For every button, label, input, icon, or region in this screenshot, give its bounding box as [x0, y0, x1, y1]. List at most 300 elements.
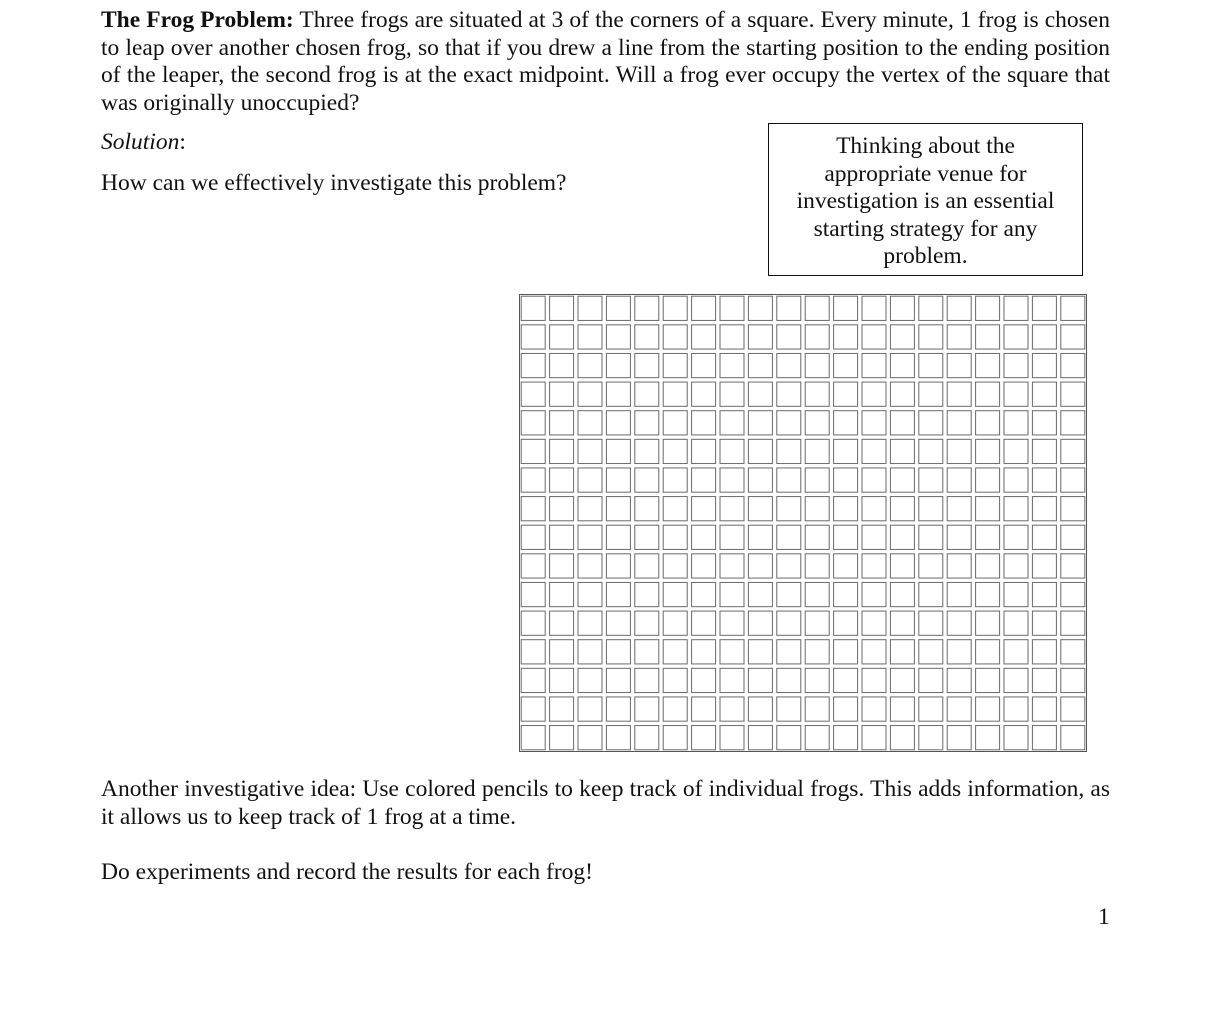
- grid-cell: [521, 497, 545, 521]
- grid-cell: [1004, 554, 1028, 578]
- grid-cell: [635, 525, 659, 549]
- grid-cell: [635, 296, 659, 320]
- grid-cell: [663, 554, 687, 578]
- grid-cell: [1061, 582, 1085, 606]
- grid-cell: [1061, 325, 1085, 349]
- grid-cell: [919, 525, 943, 549]
- grid-cell: [692, 497, 716, 521]
- grid-cell: [635, 353, 659, 377]
- grid-cell: [748, 325, 772, 349]
- grid-cell: [606, 640, 630, 664]
- grid-cell: [578, 296, 602, 320]
- grid-cell: [947, 726, 971, 750]
- grid-cell: [550, 497, 574, 521]
- grid-cell: [777, 439, 801, 463]
- grid-cell: [1032, 382, 1056, 406]
- grid-cell: [862, 668, 886, 692]
- grid-cell: [635, 726, 659, 750]
- tip-text: Thinking about the appropriate venue for investigation is an essential starting strategy for any problem.: [796, 133, 1055, 270]
- grid-cell: [976, 497, 1000, 521]
- grid-cell: [777, 726, 801, 750]
- grid-cell: [834, 497, 858, 521]
- grid-cell: [663, 525, 687, 549]
- grid-cell: [976, 468, 1000, 492]
- page-number: 1: [1098, 904, 1110, 930]
- grid-cell: [606, 382, 630, 406]
- grid-cell: [521, 353, 545, 377]
- grid-cell: [947, 668, 971, 692]
- grid-cell: [606, 697, 630, 721]
- grid-cell: [578, 439, 602, 463]
- grid-cell: [606, 726, 630, 750]
- grid-cell: [635, 411, 659, 435]
- grid-cell: [606, 439, 630, 463]
- grid-cell: [1032, 353, 1056, 377]
- grid-cell: [720, 697, 744, 721]
- grid-cell: [1004, 353, 1028, 377]
- grid-cell: [692, 382, 716, 406]
- grid-cell: [1061, 611, 1085, 635]
- grid-cell: [692, 668, 716, 692]
- grid-cell: [1061, 525, 1085, 549]
- grid-cell: [720, 726, 744, 750]
- grid-cell: [834, 382, 858, 406]
- grid-cell: [947, 353, 971, 377]
- grid-cell: [663, 325, 687, 349]
- grid-cell: [692, 353, 716, 377]
- grid-cell: [919, 582, 943, 606]
- grid-cell: [748, 726, 772, 750]
- grid-cell: [805, 439, 829, 463]
- grid-cell: [1004, 468, 1028, 492]
- grid-cell: [862, 554, 886, 578]
- grid-cell: [663, 296, 687, 320]
- grid-cell: [919, 554, 943, 578]
- grid-cell: [1004, 296, 1028, 320]
- problem-text: Three frogs are situated at 3 of the corners of a square. Every minute, 1 frog is chosen to leap over another chosen frog, so that if you drew a line from the starting position to the ending position of the leaper, the second frog is at the exact midpoint. Will a frog ever occupy the vertex of the square that was originally unoccupied?: [101, 7, 1110, 116]
- grid-cell: [692, 468, 716, 492]
- grid-cell: [976, 640, 1000, 664]
- grid-cell: [862, 497, 886, 521]
- grid-cell: [777, 582, 801, 606]
- grid-cell: [692, 411, 716, 435]
- grid-cell: [578, 382, 602, 406]
- grid-cell: [1004, 726, 1028, 750]
- grid-cell: [947, 640, 971, 664]
- grid-cell: [890, 640, 914, 664]
- grid-cell: [663, 697, 687, 721]
- grid-cell: [521, 525, 545, 549]
- grid-cell: [1032, 525, 1056, 549]
- grid-cell: [521, 382, 545, 406]
- grid-cell: [720, 411, 744, 435]
- grid-cell: [635, 325, 659, 349]
- grid-cell: [834, 611, 858, 635]
- grid-cell: [720, 497, 744, 521]
- grid-cell: [550, 382, 574, 406]
- grid-cell: [862, 382, 886, 406]
- grid-cell: [805, 382, 829, 406]
- grid-cell: [1004, 611, 1028, 635]
- grid-cell: [720, 353, 744, 377]
- grid-cell: [606, 582, 630, 606]
- grid-cell: [919, 468, 943, 492]
- grid-cell: [947, 525, 971, 549]
- grid-cell: [663, 411, 687, 435]
- grid-cell: [663, 497, 687, 521]
- grid-cell: [1061, 668, 1085, 692]
- grid-cell: [521, 439, 545, 463]
- grid-cell: [578, 697, 602, 721]
- grid-cell: [720, 668, 744, 692]
- grid-cell: [578, 582, 602, 606]
- grid-cell: [862, 525, 886, 549]
- grid-cell: [834, 554, 858, 578]
- grid-cell: [1004, 697, 1028, 721]
- grid-cell: [521, 726, 545, 750]
- grid-cell: [947, 697, 971, 721]
- grid-cell: [777, 411, 801, 435]
- grid-cell: [521, 411, 545, 435]
- grid-cell: [550, 582, 574, 606]
- grid-cell: [862, 582, 886, 606]
- grid-cell: [777, 296, 801, 320]
- grid-cell: [890, 668, 914, 692]
- grid-cell: [1032, 325, 1056, 349]
- grid-cell: [805, 611, 829, 635]
- grid-cell: [834, 726, 858, 750]
- grid-cell: [862, 611, 886, 635]
- tip-box: [768, 123, 1083, 276]
- grid-cell: [578, 525, 602, 549]
- grid-cell: [550, 668, 574, 692]
- grid-cell: [1004, 411, 1028, 435]
- grid-cell: [606, 325, 630, 349]
- grid-cell: [692, 582, 716, 606]
- grid-cell: [550, 640, 574, 664]
- grid-cell: [550, 525, 574, 549]
- grid-cell: [805, 468, 829, 492]
- grid-cell: [748, 296, 772, 320]
- grid-cell: [720, 525, 744, 549]
- grid-cell: [862, 640, 886, 664]
- grid-cell: [862, 697, 886, 721]
- grid-cell: [663, 353, 687, 377]
- grid-cell: [947, 611, 971, 635]
- grid-cell: [692, 439, 716, 463]
- grid-cell: [862, 439, 886, 463]
- grid-cell: [550, 554, 574, 578]
- grid-cell: [777, 325, 801, 349]
- grid-cell: [834, 439, 858, 463]
- grid-cell: [805, 554, 829, 578]
- grid-cell: [890, 411, 914, 435]
- grid-cell: [550, 726, 574, 750]
- grid-cell: [834, 325, 858, 349]
- do-experiments-text: Do experiments and record the results for each frog!: [101, 859, 593, 885]
- grid-cell: [720, 554, 744, 578]
- grid-cell: [862, 726, 886, 750]
- problem-statement: [101, 7, 1110, 117]
- grid-cell: [606, 296, 630, 320]
- grid-cell: [578, 468, 602, 492]
- grid-cell: [976, 382, 1000, 406]
- grid-cell: [777, 382, 801, 406]
- grid-cell: [805, 582, 829, 606]
- grid-cell: [748, 640, 772, 664]
- grid-cell: [947, 296, 971, 320]
- grid-cell: [635, 668, 659, 692]
- grid-cell: [890, 726, 914, 750]
- grid-cell: [550, 697, 574, 721]
- grid-cell: [1004, 325, 1028, 349]
- grid-cell: [521, 640, 545, 664]
- grid-cell: [578, 554, 602, 578]
- solution-label-text: Solution: [101, 129, 180, 155]
- grid-cell: [1061, 382, 1085, 406]
- grid-cell: [578, 325, 602, 349]
- grid-cell: [692, 611, 716, 635]
- grid-cell: [606, 468, 630, 492]
- grid-cell: [748, 554, 772, 578]
- investigate-question: How can we effectively investigate this problem?: [101, 170, 567, 196]
- grid-cell: [692, 525, 716, 549]
- grid-cell: [748, 697, 772, 721]
- grid-cell: [919, 325, 943, 349]
- another-idea-paragraph: Another investigative idea: Use colored pencils to keep track of individual frogs. This adds information, as it allows us to keep track of 1 frog at a time.: [101, 776, 1110, 830]
- grid-cell: [805, 411, 829, 435]
- grid-cell: [919, 697, 943, 721]
- grid-cell: [919, 640, 943, 664]
- grid-cell: [890, 497, 914, 521]
- grid-cell: [663, 640, 687, 664]
- grid-cell: [1032, 697, 1056, 721]
- grid-cell: [692, 554, 716, 578]
- grid-cell: [1032, 497, 1056, 521]
- grid-cell: [862, 296, 886, 320]
- grid-cell: [635, 468, 659, 492]
- grid-cell: [919, 439, 943, 463]
- grid-cell: [947, 497, 971, 521]
- grid-cell: [521, 611, 545, 635]
- grid-cell: [890, 353, 914, 377]
- grid-cell: [521, 554, 545, 578]
- grid-cell: [862, 411, 886, 435]
- grid-cell: [748, 525, 772, 549]
- grid-cell: [720, 382, 744, 406]
- grid-cell: [663, 439, 687, 463]
- grid-cell: [777, 525, 801, 549]
- grid-cell: [578, 726, 602, 750]
- grid-cell: [976, 554, 1000, 578]
- grid-cell: [777, 640, 801, 664]
- grid-cell: [947, 468, 971, 492]
- grid-cell: [834, 525, 858, 549]
- grid-cell: [890, 611, 914, 635]
- grid-cell: [862, 353, 886, 377]
- grid-cell: [1004, 439, 1028, 463]
- grid-cell: [1032, 640, 1056, 664]
- grid-cell: [748, 611, 772, 635]
- grid-cell: [1061, 497, 1085, 521]
- grid-cell: [834, 353, 858, 377]
- grid-cell: [521, 325, 545, 349]
- grid-cell: [550, 353, 574, 377]
- grid-cell: [805, 640, 829, 664]
- grid-cell: [890, 325, 914, 349]
- grid-cell: [1032, 296, 1056, 320]
- grid-cell: [805, 497, 829, 521]
- grid-cell: [890, 697, 914, 721]
- grid-cell: [834, 697, 858, 721]
- grid-cell: [635, 640, 659, 664]
- grid-cell: [692, 640, 716, 664]
- grid-cell: [635, 439, 659, 463]
- grid-cell: [1061, 554, 1085, 578]
- grid-cell: [1061, 411, 1085, 435]
- grid-cell: [606, 525, 630, 549]
- grid-cell: [890, 468, 914, 492]
- grid-cell: [1061, 726, 1085, 750]
- grid-cell: [748, 353, 772, 377]
- grid-cell: [919, 296, 943, 320]
- grid-cell: [1061, 353, 1085, 377]
- grid-cell: [1061, 468, 1085, 492]
- grid-cell: [720, 582, 744, 606]
- grid-cell: [947, 582, 971, 606]
- grid-cell: [748, 439, 772, 463]
- grid-cell: [1004, 497, 1028, 521]
- grid-cell: [720, 439, 744, 463]
- grid-cell: [663, 668, 687, 692]
- grid-cell: [805, 525, 829, 549]
- grid-cell: [1032, 726, 1056, 750]
- grid-cell: [521, 582, 545, 606]
- grid-cell: [976, 726, 1000, 750]
- grid-cell: [976, 353, 1000, 377]
- grid-cell: [890, 525, 914, 549]
- grid-cell: [862, 468, 886, 492]
- grid-cell: [578, 640, 602, 664]
- grid-cell: [606, 554, 630, 578]
- grid-cell: [663, 582, 687, 606]
- grid-cell: [578, 668, 602, 692]
- grid-cell: [748, 411, 772, 435]
- grid-cell: [947, 554, 971, 578]
- grid-cell: [635, 582, 659, 606]
- grid-cell: [777, 497, 801, 521]
- grid-cell: [550, 611, 574, 635]
- grid-cell: [550, 468, 574, 492]
- grid-cell: [777, 668, 801, 692]
- grid-cell: [521, 668, 545, 692]
- grid-cell: [976, 411, 1000, 435]
- grid-cell: [1032, 468, 1056, 492]
- grid-cell: [606, 411, 630, 435]
- grid-cell: [635, 697, 659, 721]
- grid-cell: [777, 611, 801, 635]
- grid-cell: [748, 468, 772, 492]
- grid-cell: [720, 296, 744, 320]
- grid-cell: [1061, 640, 1085, 664]
- grid-cell: [692, 697, 716, 721]
- grid-cell: [777, 697, 801, 721]
- grid-cell: [578, 497, 602, 521]
- grid-cell: [1032, 439, 1056, 463]
- grid-cell: [890, 582, 914, 606]
- grid-cell: [919, 411, 943, 435]
- grid-cell: [1004, 582, 1028, 606]
- grid-cell: [1032, 582, 1056, 606]
- grid-cell: [976, 525, 1000, 549]
- grid-cell: [890, 296, 914, 320]
- grid-cell: [805, 726, 829, 750]
- grid-cell: [1004, 382, 1028, 406]
- grid-cell: [919, 726, 943, 750]
- grid-cell: [635, 497, 659, 521]
- grid-cell: [550, 439, 574, 463]
- grid-cell: [720, 611, 744, 635]
- grid-cell: [976, 611, 1000, 635]
- grid-cell: [1004, 640, 1028, 664]
- grid-cell: [1061, 439, 1085, 463]
- grid-cell: [521, 296, 545, 320]
- graph-paper-grid: [519, 294, 1087, 752]
- grid-cell: [890, 554, 914, 578]
- grid-cell: [635, 382, 659, 406]
- grid-cell: [805, 325, 829, 349]
- grid-cell: [947, 411, 971, 435]
- grid-cell: [578, 611, 602, 635]
- grid-cell: [1004, 668, 1028, 692]
- grid-cell: [777, 554, 801, 578]
- grid-cell: [834, 668, 858, 692]
- grid-cell: [692, 325, 716, 349]
- grid-cell: [947, 382, 971, 406]
- grid-cell: [919, 497, 943, 521]
- grid-cell: [606, 611, 630, 635]
- grid-cell: [748, 668, 772, 692]
- grid-cell: [720, 640, 744, 664]
- grid-cell: [976, 697, 1000, 721]
- grid-cell: [663, 611, 687, 635]
- grid-cell: [976, 325, 1000, 349]
- grid-cell: [1061, 296, 1085, 320]
- grid-cell: [578, 411, 602, 435]
- grid-cell: [663, 468, 687, 492]
- grid-cell: [919, 668, 943, 692]
- solution-label: [101, 129, 186, 156]
- grid-cell: [976, 296, 1000, 320]
- grid-cell: [947, 325, 971, 349]
- grid-cell: [635, 611, 659, 635]
- grid-cell: [1032, 554, 1056, 578]
- grid-cell: [748, 382, 772, 406]
- grid-cell: [919, 353, 943, 377]
- grid-cell: [805, 353, 829, 377]
- grid-cell: [976, 668, 1000, 692]
- grid-cell: [805, 296, 829, 320]
- grid-cell: [748, 582, 772, 606]
- grid-cell: [834, 468, 858, 492]
- grid-cell: [890, 382, 914, 406]
- grid-cell: [976, 439, 1000, 463]
- grid-cell: [550, 296, 574, 320]
- grid-cell: [550, 411, 574, 435]
- grid-cell: [720, 468, 744, 492]
- grid-cell: [578, 353, 602, 377]
- grid-cell: [976, 582, 1000, 606]
